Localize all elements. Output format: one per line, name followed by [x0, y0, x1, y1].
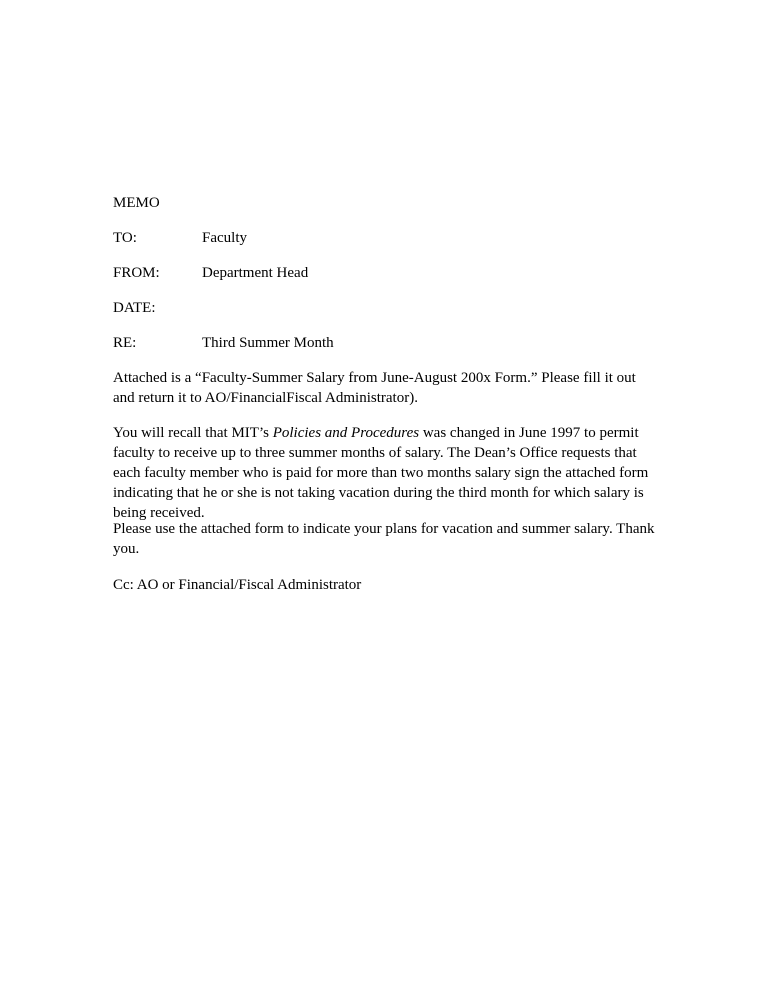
policy-paragraph [113, 423, 658, 523]
from-row [113, 263, 653, 283]
policy-text-after: was changed in June 1997 to permit faculty to receive up to three summer months of salary. The Dean’s Office requests that each faculty member who is paid for more than two months salary sign the attached form indicating that he or she is not taking vacation during the third month for which salary is being received. [113, 425, 649, 521]
attachment-paragraph: Attached is a “Faculty-Summer Salary from June-August 200x Form.” Please fill it out and return it to AO/FinancialFiscal Administrator). [113, 370, 636, 406]
re-label: RE: [113, 335, 137, 351]
date-row [113, 298, 653, 318]
request-paragraph: Please use the attached form to indicate your plans for vacation and summer salary. Thank you. [113, 521, 655, 557]
to-value: Faculty [202, 230, 247, 246]
re-value: Third Summer Month [202, 335, 334, 351]
from-value: Department Head [202, 265, 309, 281]
re-row [113, 333, 653, 353]
memo-heading: MEMO [113, 195, 160, 211]
cc-line: Cc: AO or Financial/Fiscal Administrator [113, 577, 362, 593]
to-row [113, 228, 653, 248]
policy-title-italic: Policies and Procedures [272, 425, 420, 441]
from-label: FROM: [113, 265, 160, 281]
date-label: DATE: [113, 300, 156, 316]
to-label: TO: [113, 230, 137, 246]
policy-text-before: You will recall that MIT’s [113, 425, 273, 441]
